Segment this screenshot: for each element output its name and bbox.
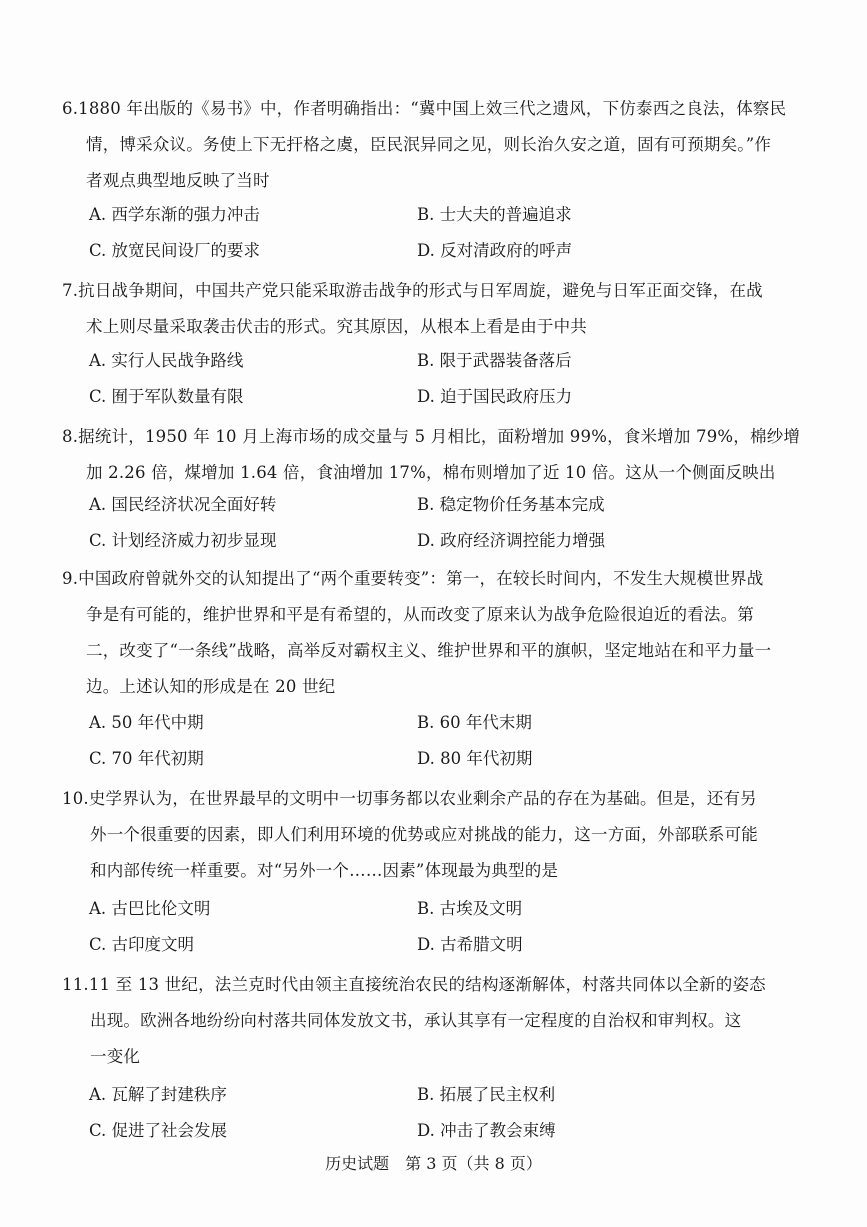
question-text-line: 10.史学界认为，在世界最早的文明中一切事务都以农业剩余产品的存在为基础。但是，还有另 [62, 789, 757, 808]
question-text-line: 11.11 至 13 世纪，法兰克时代由领主直接统治农民的结构逐渐解体，村落共同体以全新的姿态 [62, 975, 766, 994]
option-d: D. 冲击了教会束缚 [417, 1121, 556, 1140]
question-text-line: 情，博采众议。务使上下无扞格之虞，臣民泯异同之见，则长治久安之道，固有可预期矣。”作 [86, 135, 772, 154]
option-b: B. 限于武器装备落后 [417, 351, 572, 370]
option-c: C. 囿于军队数量有限 [89, 387, 244, 406]
option-a: A. 国民经济状况全面好转 [89, 495, 277, 514]
option-c: C. 放宽民间设厂的要求 [89, 241, 261, 260]
option-c: C. 70 年代初期 [89, 749, 204, 768]
option-d: D. 反对清政府的呼声 [417, 241, 573, 260]
option-a: A. 西学东渐的强力冲击 [89, 205, 260, 224]
question-text-line: 二，改变了“一条线”战略，高举反对霸权主义、维护世界和平的旗帜，坚定地站在和平力量一 [86, 641, 772, 660]
option-d: D. 迫于国民政府压力 [417, 387, 573, 406]
option-a: A. 实行人民战争路线 [89, 351, 244, 370]
option-b: B. 稳定物价任务基本完成 [417, 495, 605, 514]
question-text-line: 边。上述认知的形成是在 20 世纪 [86, 677, 336, 696]
page-footer: 历史试题 第 3 页（共 8 页） [325, 1154, 542, 1173]
question-text-line: 者观点典型地反映了当时 [86, 171, 270, 190]
question-text-line: 7.抗日战争期间，中国共产党只能采取游击战争的形式与日军周旋，避免与日军正面交锋，在战 [62, 281, 763, 300]
question-text-line: 一变化 [90, 1047, 141, 1066]
option-b: B. 60 年代末期 [417, 713, 532, 732]
option-b: B. 古埃及文明 [417, 899, 523, 918]
option-b: B. 士大夫的普遍追求 [417, 205, 572, 224]
question-text-line: 6.1880 年出版的《易书》中，作者明确指出：“冀中国上效三代之遗风，下仿泰西之良法，体察民 [62, 99, 787, 118]
option-c: C. 计划经济威力初步显现 [89, 531, 277, 550]
option-a: A. 瓦解了封建秩序 [89, 1085, 227, 1104]
question-text-line: 加 2.26 倍，煤增加 1.64 倍，食油增加 17%，棉布则增加了近 10 倍。这从一个侧面反映出 [86, 463, 776, 482]
option-d: D. 政府经济调控能力增强 [417, 531, 606, 550]
question-text-line: 9.中国政府曾就外交的认知提出了“两个重要转变”：第一，在较长时间内，不发生大规模世界战 [62, 569, 764, 588]
question-text-line: 和内部传统一样重要。对“另外一个……因素”体现最为典型的是 [90, 861, 559, 880]
question-text-line: 术上则尽量采取袭击伏击的形式。究其原因，从根本上看是由于中共 [86, 317, 587, 336]
question-text-line: 出现。欧洲各地纷纷向村落共同体发放文书，承认其享有一定程度的自治权和审判权。这 [90, 1011, 742, 1030]
question-text-line: 争是有可能的，维护世界和平是有希望的，从而改变了原来认为战争危险很迫近的看法。第 [86, 605, 754, 624]
question-text-line: 8.据统计，1950 年 10 月上海市场的成交量与 5 月相比，面粉增加 99%，食米增加 79%，棉纱增 [62, 427, 801, 446]
option-d: D. 古希腊文明 [417, 935, 523, 954]
option-b: B. 拓展了民主权利 [417, 1085, 556, 1104]
option-c: C. 促进了社会发展 [89, 1121, 228, 1140]
option-c: C. 古印度文明 [89, 935, 195, 954]
question-text-line: 外一个很重要的因素，即人们利用环境的优势或应对挑战的能力，这一方面，外部联系可能 [90, 825, 758, 844]
option-a: A. 50 年代中期 [89, 713, 204, 732]
option-a: A. 古巴比伦文明 [89, 899, 211, 918]
option-d: D. 80 年代初期 [417, 749, 533, 768]
